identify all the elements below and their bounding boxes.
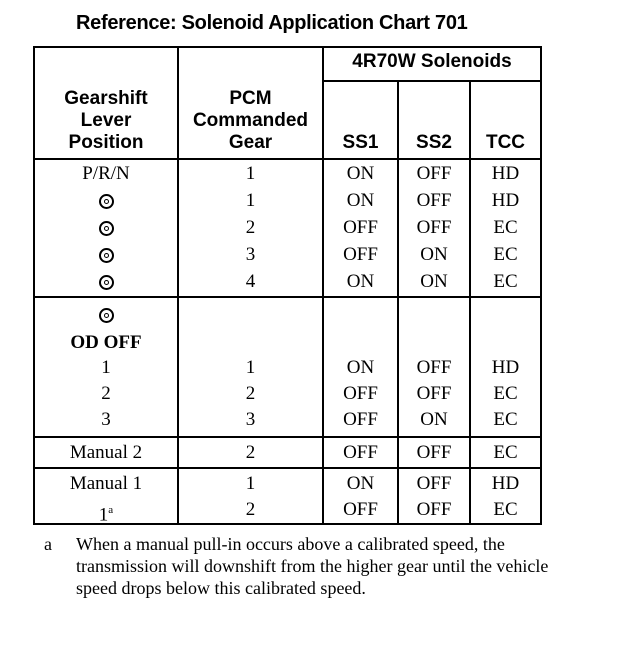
ss2-cell: ON bbox=[420, 244, 448, 265]
overdrive-circle-icon bbox=[99, 308, 114, 323]
gear-cell: 3 bbox=[245, 244, 256, 265]
lever-header-line: Position bbox=[68, 132, 144, 153]
ss1-cell: ON bbox=[346, 190, 375, 211]
tcc-cell: HD bbox=[491, 357, 520, 378]
gear-cell: 2 bbox=[245, 442, 256, 463]
lever-cell bbox=[35, 497, 177, 528]
ss1-cell: OFF bbox=[343, 244, 378, 265]
overdrive-circle-icon bbox=[99, 221, 114, 236]
ss1-header: SS1 bbox=[342, 132, 379, 153]
footnote-text: When a manual pull-in occurs above a calibrated speed, the transmission will downshift from the higher gear until the vehicle speed drops below this calibrated speed. bbox=[76, 534, 549, 598]
lever-cell bbox=[35, 242, 177, 268]
ss1-cell: ON bbox=[346, 473, 375, 494]
ss1-cell: OFF bbox=[343, 499, 378, 520]
ss1-cell: OFF bbox=[343, 383, 378, 404]
tcc-cell: HD bbox=[491, 473, 520, 494]
ss2-cell: ON bbox=[420, 271, 448, 292]
row-divider bbox=[322, 80, 542, 82]
lever-header-line: Gearshift bbox=[64, 88, 148, 109]
ss1-cell: ON bbox=[346, 271, 375, 292]
ss1-cell: OFF bbox=[343, 217, 378, 238]
group-header: 4R70W Solenoids bbox=[352, 51, 512, 72]
gear-cell: 2 bbox=[245, 499, 256, 520]
pcm-header bbox=[179, 88, 322, 154]
lever-cell: Manual 1 bbox=[69, 473, 143, 494]
footnote-mark: a bbox=[44, 534, 52, 554]
lever-cell bbox=[35, 269, 177, 295]
tcc-header: TCC bbox=[485, 132, 526, 153]
ss1-cell: OFF bbox=[343, 409, 378, 430]
gear-cell: 3 bbox=[245, 409, 256, 430]
ss1-cell: ON bbox=[346, 163, 375, 184]
tcc-cell: EC bbox=[493, 409, 518, 430]
pcm-header-line: Gear bbox=[228, 132, 273, 153]
lever-cell: 2 bbox=[101, 383, 111, 404]
tcc-cell: HD bbox=[491, 163, 520, 184]
pcm-header-line: Commanded bbox=[192, 110, 309, 131]
ss2-cell: OFF bbox=[416, 190, 452, 211]
lever-cell: Manual 2 bbox=[69, 442, 143, 463]
tcc-cell: HD bbox=[491, 190, 520, 211]
od-off-label: OD OFF bbox=[70, 332, 142, 353]
ss2-header: SS2 bbox=[416, 132, 452, 153]
lever-value: 1 bbox=[98, 504, 109, 526]
ss2-cell: ON bbox=[420, 409, 448, 430]
lever-cell: 1 bbox=[101, 357, 111, 378]
gear-cell: 2 bbox=[245, 217, 256, 238]
tcc-cell: EC bbox=[493, 383, 518, 404]
tcc-cell: EC bbox=[493, 271, 518, 292]
overdrive-circle-icon bbox=[99, 275, 114, 290]
gear-cell: 2 bbox=[245, 383, 256, 404]
ss2-cell: OFF bbox=[416, 357, 452, 378]
gear-cell: 1 bbox=[245, 163, 256, 184]
lever-cell: P/R/N bbox=[82, 163, 130, 184]
ss2-cell: OFF bbox=[416, 217, 452, 238]
ss2-cell: OFF bbox=[416, 442, 452, 463]
ss2-cell: OFF bbox=[416, 499, 452, 520]
tcc-cell: EC bbox=[493, 499, 518, 520]
row-divider bbox=[33, 436, 542, 438]
lever-cell bbox=[35, 188, 177, 214]
ss2-cell: OFF bbox=[416, 383, 452, 404]
gear-cell: 1 bbox=[245, 473, 256, 494]
tcc-cell: EC bbox=[493, 217, 518, 238]
page-title: Reference: Solenoid Application Chart 701 bbox=[76, 12, 468, 34]
row-divider bbox=[33, 467, 542, 469]
row-divider bbox=[33, 296, 542, 298]
gear-cell: 1 bbox=[245, 357, 256, 378]
gear-cell: 1 bbox=[245, 190, 256, 211]
ss2-cell: OFF bbox=[416, 163, 452, 184]
footnote-ref: a bbox=[108, 504, 114, 516]
lever-header bbox=[35, 88, 177, 154]
ss2-cell: OFF bbox=[416, 473, 452, 494]
ss1-cell: ON bbox=[346, 357, 375, 378]
lever-header-line: Lever bbox=[80, 110, 132, 131]
overdrive-circle-icon bbox=[99, 194, 114, 209]
tcc-cell: EC bbox=[493, 244, 518, 265]
gear-cell: 4 bbox=[245, 271, 256, 292]
row-divider bbox=[33, 158, 542, 160]
lever-cell bbox=[35, 302, 177, 328]
overdrive-circle-icon bbox=[99, 248, 114, 263]
pcm-header-line: PCM bbox=[229, 88, 272, 109]
tcc-cell: EC bbox=[493, 442, 518, 463]
lever-cell: 3 bbox=[101, 409, 111, 430]
ss1-cell: OFF bbox=[343, 442, 378, 463]
lever-cell bbox=[35, 215, 177, 241]
